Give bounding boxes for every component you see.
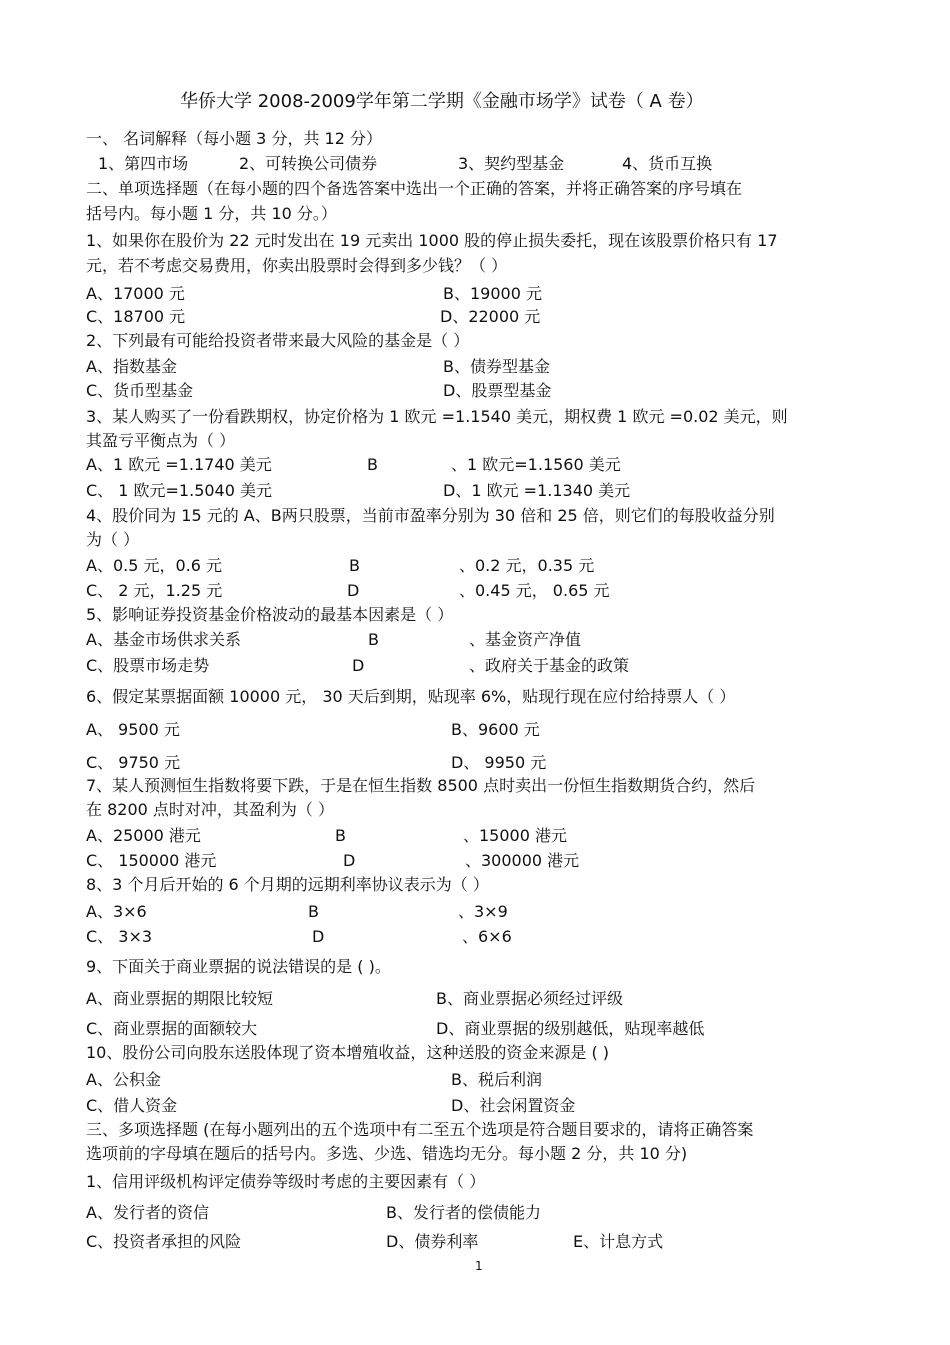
question-stem: 元，若不考虑交易费用，你卖出股票时会得到多少钱？（ ） [86, 256, 508, 275]
option-a: A、指数基金 [86, 357, 177, 376]
option-c: C、 2 元，1.25 元 [86, 581, 223, 600]
option-d: D、22000 元 [440, 307, 541, 326]
option-b-letter: B [349, 556, 360, 575]
option-b-letter: B [335, 826, 346, 845]
option-b: 、基金资产净值 [469, 630, 582, 649]
question-stem: 4、股价同为 15 元的 A、B两只股票，当前市盈率分别为 30 倍和 25 倍，则它们的每股收益分别 [86, 506, 775, 525]
option-c: C、 1 欧元=1.5040 美元 [86, 481, 273, 500]
question-stem: 7、某人预测恒生指数将要下跌，于是在恒生指数 8500 点时卖出一份恒生指数期货合约，然后 [86, 776, 756, 795]
option-b: B、商业票据必须经过评级 [436, 989, 623, 1008]
option-b: 、3×9 [458, 902, 508, 921]
section2-heading-line2: 括号内。每小题 1 分，共 10 分。） [86, 204, 337, 223]
term-item: 4、货币互换 [622, 154, 713, 173]
option-d: 、6×6 [462, 927, 512, 946]
section2-heading-line1: 二、单项选择题（在每小题的四个备选答案中选出一个正确的答案，并将正确答案的序号填在 [86, 179, 743, 198]
option-c: C、18700 元 [86, 307, 186, 326]
option-a: A、 9500 元 [86, 720, 180, 739]
question-stem: 1、如果你在股价为 22 元时发出在 19 元卖出 1000 股的停止损失委托，现在该股票价格只有 17 [86, 231, 778, 250]
option-d-letter: D [312, 927, 325, 946]
option-d: D、社会闲置资金 [451, 1096, 576, 1115]
question-stem: 在 8200 点时对冲，其盈利为（ ） [86, 800, 334, 819]
option-c: C、 150000 港元 [86, 851, 217, 870]
question-stem: 3、某人购买了一份看跌期权，协定价格为 1 欧元 =1.1540 美元，期权费 1 欧元 =0.02 美元，则 [86, 407, 788, 426]
option-b: B、发行者的偿债能力 [386, 1203, 541, 1222]
option-d: D、债券利率 [386, 1232, 479, 1251]
option-c: C、商业票据的面额较大 [86, 1019, 258, 1038]
section3-heading-line2: 选项前的字母填在题后的括号内。多选、少选、错选均无分。每小题 2 分，共 10 分) [86, 1144, 688, 1163]
question-stem: 8、3 个月后开始的 6 个月期的远期利率协议表示为（ ） [86, 875, 489, 894]
option-a: A、基金市场供求关系 [86, 630, 241, 649]
option-b: 、0.2 元，0.35 元 [459, 556, 595, 575]
section3-heading-line1: 三、多项选择题 (在每小题列出的五个选项中有二至五个选项是符合题目要求的，请将正确答案 [86, 1120, 754, 1139]
option-e: E、计息方式 [573, 1232, 664, 1251]
question-stem: 6、假定某票据面额 10000 元， 30 天后到期，贴现率 6%，贴现行现在应付给持票人（ ） [86, 687, 736, 706]
option-a: A、3×6 [86, 902, 147, 921]
option-a: A、17000 元 [86, 284, 185, 303]
option-d: 、0.45 元， 0.65 元 [459, 581, 610, 600]
option-b-letter: B [308, 902, 319, 921]
option-d-letter: D [347, 581, 360, 600]
option-b: B、19000 元 [443, 284, 542, 303]
option-c: C、股票市场走势 [86, 656, 210, 675]
option-c: C、投资者承担的风险 [86, 1232, 242, 1251]
section1-heading: 一、 名词解释（每小题 3 分，共 12 分） [86, 129, 382, 148]
option-c: C、 9750 元 [86, 753, 181, 772]
option-d-letter: D [352, 656, 365, 675]
question-stem: 9、下面关于商业票据的说法错误的是 ( )。 [86, 957, 391, 976]
option-b: 、15000 港元 [463, 826, 567, 845]
term-item: 2、可转换公司债券 [239, 154, 378, 173]
option-b: B、9600 元 [451, 720, 540, 739]
term-item: 3、契约型基金 [458, 154, 565, 173]
option-d: D、股票型基金 [443, 381, 552, 400]
option-d: D、商业票据的级别越低，贴现率越低 [436, 1019, 705, 1038]
option-a: A、25000 港元 [86, 826, 201, 845]
option-a: A、0.5 元，0.6 元 [86, 556, 223, 575]
question-stem: 5、影响证券投资基金价格波动的最基本因素是（ ） [86, 605, 454, 624]
page-title: 华侨大学 2008-2009学年第二学期《金融市场学》试卷（ A 卷） [180, 91, 704, 112]
option-b-letter: B [368, 630, 379, 649]
option-b: B、债券型基金 [443, 357, 550, 376]
option-a: A、1 欧元 =1.1740 美元 [86, 455, 272, 474]
question-stem: 2、下列最有可能给投资者带来最大风险的基金是（ ） [86, 331, 470, 350]
option-a: A、商业票据的期限比较短 [86, 989, 273, 1008]
option-b: 、1 欧元=1.1560 美元 [451, 455, 621, 474]
option-d-letter: D [343, 851, 356, 870]
option-a: A、公积金 [86, 1070, 161, 1089]
option-c: C、借人资金 [86, 1096, 178, 1115]
question-stem: 10、股份公司向股东送股体现了资本增殖收益，这种送股的资金来源是 ( ) [86, 1043, 610, 1062]
option-d: D、1 欧元 =1.1340 美元 [443, 481, 631, 500]
term-item: 1、第四市场 [98, 154, 189, 173]
option-d: 、政府关于基金的政策 [469, 656, 630, 675]
option-c: C、 3×3 [86, 927, 153, 946]
option-d: 、300000 港元 [465, 851, 580, 870]
option-b: B、税后利润 [451, 1070, 542, 1089]
option-a: A、发行者的资信 [86, 1203, 209, 1222]
question-stem: 1、信用评级机构评定债券等级时考虑的主要因素有（ ） [86, 1172, 486, 1191]
option-b-letter: B [367, 455, 378, 474]
option-c: C、货币型基金 [86, 381, 194, 400]
question-stem: 其盈亏平衡点为（ ） [86, 431, 236, 450]
question-stem: 为（ ） [86, 530, 140, 549]
option-d: D、 9950 元 [451, 753, 547, 772]
page-number: 1 [475, 1259, 483, 1273]
